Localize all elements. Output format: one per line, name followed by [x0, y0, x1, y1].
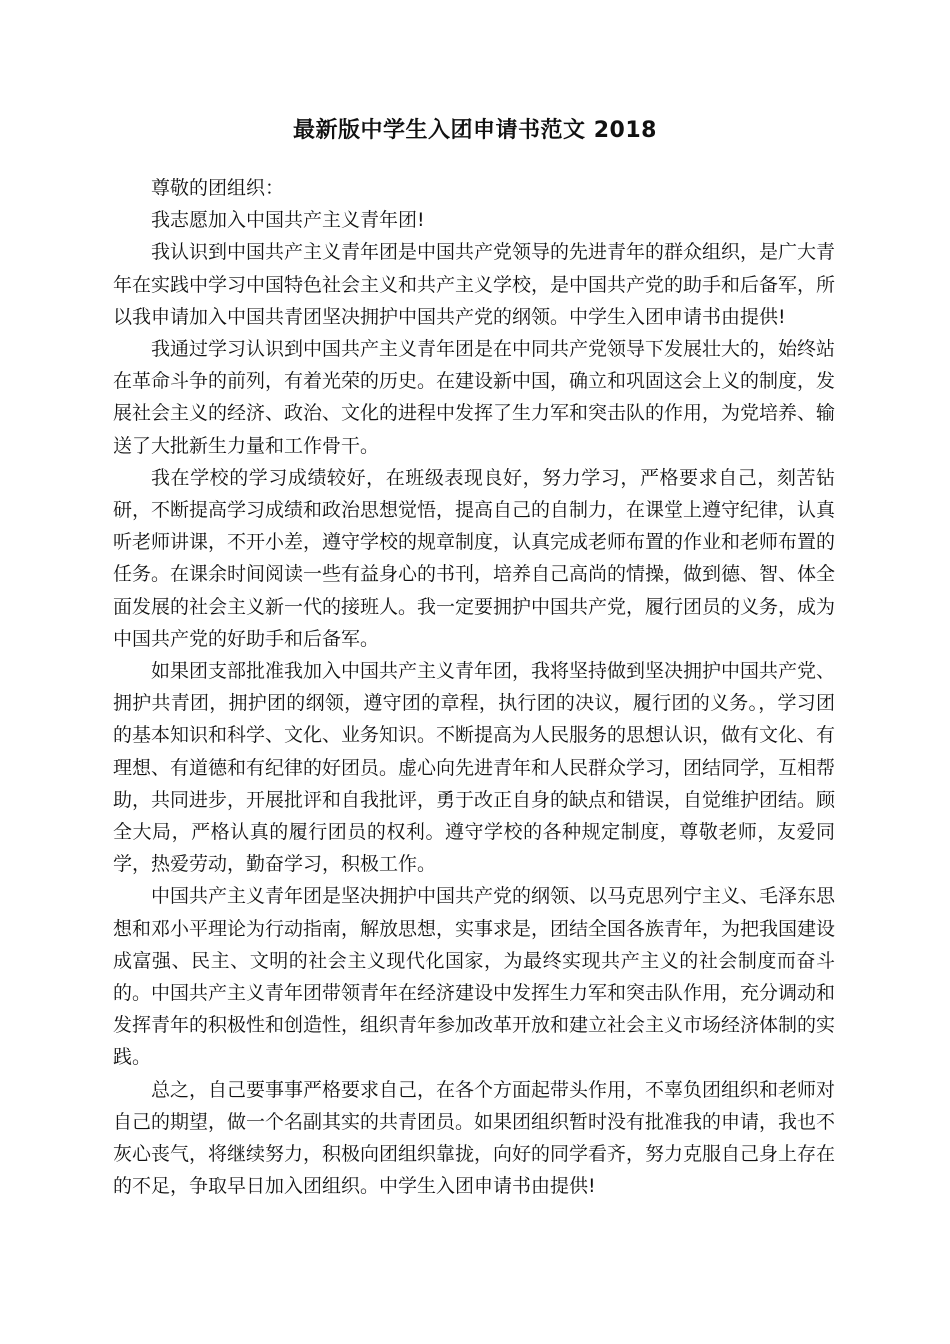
paragraph-2: 我认识到中国共产主义青年团是中国共产党领导的先进青年的群众组织，是广大青年在实践中学习中国特色社会主义和共产主义学校，是中国共产党的助手和后备军，所以我申请加入中国共青团坚决拥护中国共产党的纲领。中学生入团申请书由提供! — [113, 241, 836, 328]
paragraph-5: 如果团支部批准我加入中国共产主义青年团，我将坚持做到坚决拥护中国共产党、拥护共青团，拥护团的纲领，遵守团的章程，执行团的决议，履行团的义务。，学习团的基本知识和科学、文化、业务知识。不断提高为人民服务的思想认识，做有文化、有理想、有道德和有纪律的好团员。虚心向先进青年和人民群众学习，团结同学，互相帮助，共同进步，开展批评和自我批评，勇于改正自身的缺点和错误，自觉维护团结。顾全大局，严格认真的履行团员的权利。遵守学校的各种规定制度，尊敬老师，友爱同学，热爱劳动，勤奋学习，积极工作。 — [113, 660, 836, 876]
document-title: 最新版中学生入团申请书范文 2018 — [293, 118, 657, 143]
document-body — [113, 172, 835, 1203]
paragraph-4: 我在学校的学习成绩较好，在班级表现良好，努力学习，严格要求自己，刻苦钻研，不断提高学习成绩和政治思想觉悟，提高自己的自制力，在课堂上遵守纪律，认真听老师讲课，不开小差，遵守学校的规章制度，认真完成老师布置的作业和老师布置的任务。在课余时间阅读一些有益身心的书刊，培养自己高尚的情操，做到德、智、体全面发展的社会主义新一代的接班人。我一定要拥护中国共产党，履行团员的义务，成为中国共产党的好助手和后备军。 — [113, 466, 836, 650]
paragraph-3: 我通过学习认识到中国共产主义青年团是在中同共产党领导下发展壮大的，始终站在革命斗争的前列，有着光荣的历史。在建设新中国，确立和巩固这会上义的制度，发展社会主义的经济、政治、文化的进程中发挥了生力军和突击队的作用，为党培养、输送了大批新生力量和工作骨干。 — [113, 338, 836, 457]
paragraph-7: 总之，自己要事事严格要求自己，在各个方面起带头作用，不辜负团组织和老师对自己的期望，做一个名副其实的共青团员。如果团组织暂时没有批准我的申请，我也不灰心丧气，将继续努力，积极向团组织靠拢，向好的同学看齐，努力克服自己身上存在的不足，争取早日加入团组织。中学生入团申请书由提供! — [113, 1078, 836, 1198]
paragraph-1: 我志愿加入中国共产主义青年团! — [151, 209, 425, 232]
salutation: 尊敬的团组织： — [151, 177, 285, 199]
paragraph-6: 中国共产主义青年团是坚决拥护中国共产党的纲领、以马克思列宁主义、毛泽东思想和邓小平理论为行动指南，解放思想，实事求是，团结全国各族青年，为把我国建设成富强、民主、文明的社会主义现代化国家，为最终实现共产主义的社会制度而奋斗的。中国共产主义青年团带领青年在经济建设中发挥生力军和突击队作用，充分调动和发挥青年的积极性和创造性，组织青年参加改革开放和建立社会主义市场经济体制的实践。 — [113, 885, 836, 1069]
